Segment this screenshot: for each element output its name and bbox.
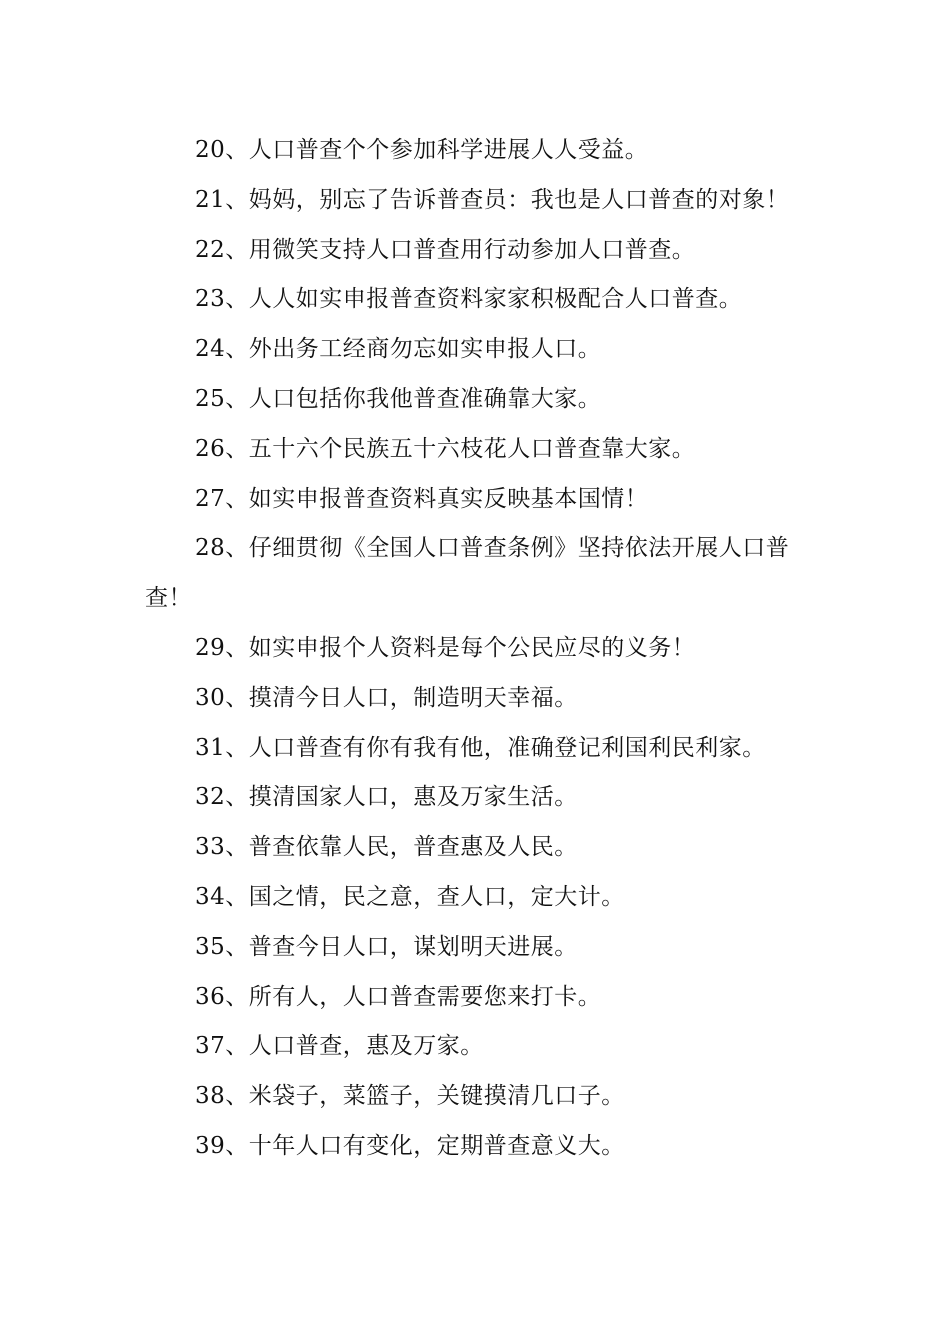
list-item: 23、人人如实申报普查资料家家积极配合人口普查。 [195, 286, 743, 313]
list-item: 35、普查今日人口，谋划明天进展。 [195, 933, 578, 960]
list-item: 22、用微笑支持人口普查用行动参加人口普查。 [195, 236, 696, 263]
list-item: 20、人口普查个个参加科学进展人人受益。 [195, 137, 649, 163]
list-item: 24、外出务工经商勿忘如实申报人口。 [195, 336, 602, 363]
list-item: 31、人口普查有你有我有他，准确登记利国利民利家。 [195, 734, 766, 761]
list-item: 36、所有人，人口普查需要您来打卡。 [195, 983, 602, 1010]
list-item: 21、妈妈，别忘了告诉普查员：我也是人口普查的对象！ [195, 186, 790, 213]
list-item: 33、普查依靠人民，普查惠及人民。 [195, 834, 578, 861]
list-item: 28、仔细贯彻《全国人口普查条例》坚持依法开展人口普查！ [145, 535, 790, 612]
list-item: 26、五十六个民族五十六枝花人口普查靠大家。 [195, 435, 696, 462]
list-item: 32、摸清国家人口，惠及万家生活。 [195, 784, 578, 811]
list-item: 25、人口包括你我他普查准确靠大家。 [195, 385, 602, 412]
list-item: 29、如实申报个人资料是每个公民应尽的义务！ [195, 634, 696, 661]
list-item: 39、十年人口有变化，定期普查意义大。 [195, 1132, 625, 1159]
list-item: 27、如实申报普查资料真实反映基本国情！ [195, 485, 649, 512]
list-item: 38、米袋子，菜篮子，关键摸清几口子。 [195, 1083, 625, 1110]
list-item: 37、人口普查，惠及万家。 [195, 1033, 484, 1060]
slogan-list [145, 126, 810, 1172]
list-item: 34、国之情，民之意，查人口，定大计。 [195, 883, 625, 910]
list-item: 30、摸清今日人口，制造明天幸福。 [195, 684, 578, 711]
